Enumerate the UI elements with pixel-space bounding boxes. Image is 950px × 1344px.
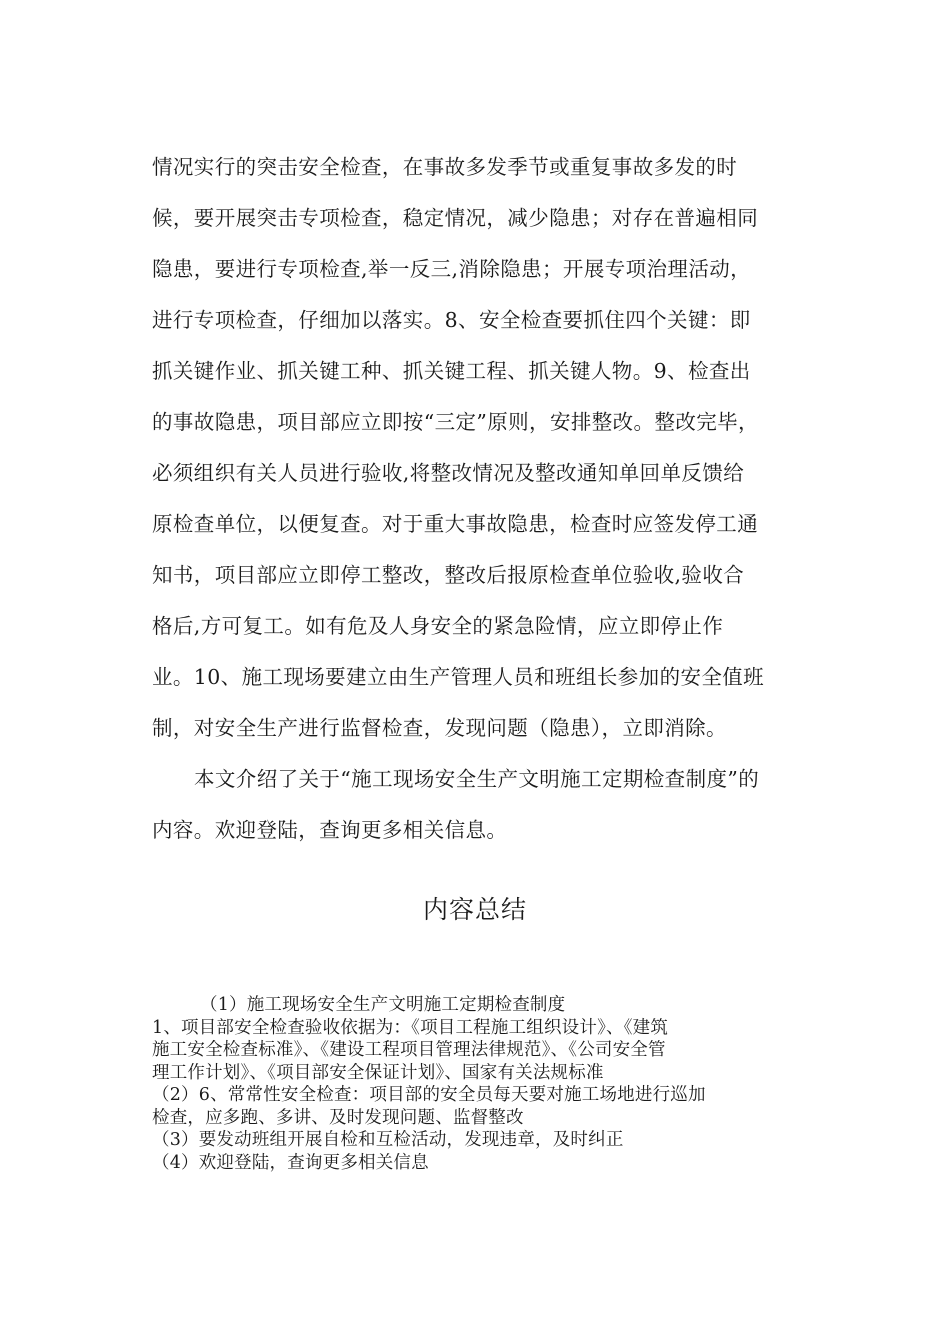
body-text (152, 142, 802, 856)
body-line: 业。10、施工现场要建立由生产管理人员和班组长参加的安全值班 (152, 665, 765, 689)
body-line: 格后,方可复工。如有危及人身安全的紧急险情，应立即停止作 (152, 614, 724, 638)
closing-line: 内容。欢迎登陆，查询更多相关信息。 (152, 818, 508, 842)
summary-line: （2）6、常常性安全检查：项目部的安全员每天要对施工场地进行巡加 (152, 1085, 706, 1105)
body-line: 制，对安全生产进行监督检查，发现问题（隐患），立即消除。 (152, 716, 727, 740)
body-line: 抓关键作业、抓关键工种、抓关键工程、抓关键人物。9、检查出 (152, 359, 751, 383)
closing-line: 本文介绍了关于“施工现场安全生产文明施工定期检查制度”的 (194, 767, 760, 791)
body-line: 进行专项检查，仔细加以落实。8、安全检查要抓住四个关键：即 (152, 308, 751, 332)
summary-line: 1、项目部安全检查验收依据为：《项目工程施工组织设计》、《建筑 (152, 1017, 669, 1038)
summary-line: （4）欢迎登陆，查询更多相关信息 (152, 1152, 429, 1173)
summary-line: 检查，应多跑、多讲、及时发现问题、监督整改 (152, 1107, 524, 1128)
summary-line: （1）施工现场安全生产文明施工定期检查制度 (200, 995, 566, 1015)
body-line: 知书，项目部应立即停工整改，整改后报原检查单位验收,验收合 (152, 563, 745, 587)
body-line: 情况实行的突击安全检查，在事故多发季节或重复事故多发的时 (152, 155, 738, 179)
summary-line: 施工安全检查标准》、《建设工程项目管理法律规范》、《公司安全管 (152, 1040, 666, 1060)
body-line: 必须组织有关人员进行验收,将整改情况及整改通知单回单反馈给 (152, 461, 745, 485)
body-line: 候，要开展突击专项检查，稳定情况，减少隐患；对存在普遍相同 (152, 206, 759, 230)
body-line: 原检查单位，以便复查。对于重大事故隐患，检查时应签发停工通 (152, 512, 759, 536)
summary-line: 理工作计划》、《项目部安全保证计划》、国家有关法规标准 (152, 1062, 604, 1083)
summary-line: （3）要发动班组开展自检和互检活动，发现违章，及时纠正 (152, 1130, 624, 1150)
summary-title: 内容总结 (422, 895, 527, 924)
body-line: 隐患，要进行专项检查,举一反三,消除隐患；开展专项治理活动， (152, 257, 752, 281)
summary-list (152, 994, 812, 1174)
body-line: 的事故隐患，项目部应立即按“三定”原则，安排整改。整改完毕， (152, 410, 759, 434)
